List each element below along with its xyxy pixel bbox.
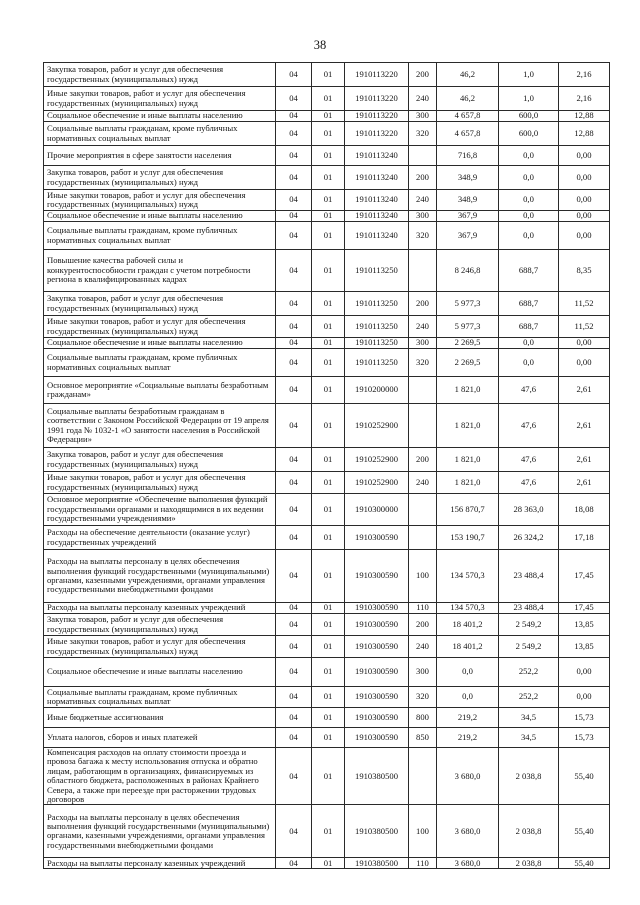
execution-percent: 11,52 bbox=[559, 316, 610, 338]
plan-amount: 367,9 bbox=[437, 211, 499, 222]
actual-amount: 688,7 bbox=[499, 250, 559, 292]
expense-type-code: 300 bbox=[409, 658, 437, 687]
chapter-code: 04 bbox=[276, 190, 312, 211]
target-article-code: 1910380500 bbox=[345, 748, 409, 805]
chapter-code: 04 bbox=[276, 550, 312, 603]
table-row bbox=[44, 728, 610, 748]
chapter-code: 04 bbox=[276, 805, 312, 858]
plan-amount: 348,9 bbox=[437, 190, 499, 211]
subsection-code: 01 bbox=[312, 87, 345, 111]
row-name: Закупка товаров, работ и услуг для обеспечения государственных (муниципальных) нужд bbox=[44, 448, 276, 472]
table-row bbox=[44, 111, 610, 122]
table-row bbox=[44, 377, 610, 404]
table-row bbox=[44, 63, 610, 87]
plan-amount: 219,2 bbox=[437, 728, 499, 748]
subsection-code: 01 bbox=[312, 166, 345, 190]
actual-amount: 600,0 bbox=[499, 111, 559, 122]
target-article-code: 1910113240 bbox=[345, 190, 409, 211]
plan-amount: 348,9 bbox=[437, 166, 499, 190]
plan-amount: 3 680,0 bbox=[437, 858, 499, 869]
plan-amount: 134 570,3 bbox=[437, 550, 499, 603]
target-article-code: 1910113220 bbox=[345, 87, 409, 111]
plan-amount: 3 680,0 bbox=[437, 748, 499, 805]
chapter-code: 04 bbox=[276, 146, 312, 166]
table-row bbox=[44, 166, 610, 190]
expense-type-code: 300 bbox=[409, 338, 437, 349]
expense-type-code: 200 bbox=[409, 166, 437, 190]
subsection-code: 01 bbox=[312, 526, 345, 550]
table-row bbox=[44, 636, 610, 658]
actual-amount: 23 488,4 bbox=[499, 603, 559, 614]
plan-amount: 716,8 bbox=[437, 146, 499, 166]
actual-amount: 26 324,2 bbox=[499, 526, 559, 550]
target-article-code: 1910300590 bbox=[345, 636, 409, 658]
plan-amount: 2 269,5 bbox=[437, 338, 499, 349]
actual-amount: 0,0 bbox=[499, 338, 559, 349]
target-article-code: 1910300590 bbox=[345, 728, 409, 748]
expense-type-code bbox=[409, 404, 437, 448]
row-name: Социальное обеспечение и иные выплаты населению bbox=[44, 111, 276, 122]
execution-percent: 17,18 bbox=[559, 526, 610, 550]
plan-amount: 18 401,2 bbox=[437, 636, 499, 658]
row-name: Социальные выплаты безработным гражданам в соответствии с Законом Российской Федерации от 19 апреля 1991 года № 1032-1 «О занятости населения в Российской Федерации» bbox=[44, 404, 276, 448]
chapter-code: 04 bbox=[276, 448, 312, 472]
plan-amount: 1 821,0 bbox=[437, 448, 499, 472]
table-row bbox=[44, 805, 610, 858]
table-row bbox=[44, 472, 610, 494]
execution-percent: 0,00 bbox=[559, 166, 610, 190]
plan-amount: 8 246,8 bbox=[437, 250, 499, 292]
expense-type-code: 320 bbox=[409, 687, 437, 708]
row-name: Социальные выплаты гражданам, кроме публичных нормативных социальных выплат bbox=[44, 122, 276, 146]
expense-type-code: 300 bbox=[409, 211, 437, 222]
plan-amount: 156 870,7 bbox=[437, 494, 499, 526]
row-name: Основное мероприятие «Социальные выплаты безработным гражданам» bbox=[44, 377, 276, 404]
actual-amount: 47,6 bbox=[499, 377, 559, 404]
chapter-code: 04 bbox=[276, 728, 312, 748]
expense-type-code: 200 bbox=[409, 614, 437, 636]
row-name: Социальное обеспечение и иные выплаты населению bbox=[44, 338, 276, 349]
target-article-code: 1910300590 bbox=[345, 603, 409, 614]
execution-percent: 0,00 bbox=[559, 146, 610, 166]
target-article-code: 1910300590 bbox=[345, 687, 409, 708]
plan-amount: 1 821,0 bbox=[437, 472, 499, 494]
execution-percent: 15,73 bbox=[559, 708, 610, 728]
expense-type-code bbox=[409, 146, 437, 166]
actual-amount: 252,2 bbox=[499, 658, 559, 687]
table-row bbox=[44, 708, 610, 728]
expense-type-code: 200 bbox=[409, 63, 437, 87]
subsection-code: 01 bbox=[312, 858, 345, 869]
plan-amount: 4 657,8 bbox=[437, 111, 499, 122]
page-number: 38 bbox=[313, 38, 327, 52]
execution-percent: 2,16 bbox=[559, 63, 610, 87]
target-article-code: 1910113250 bbox=[345, 292, 409, 316]
execution-percent: 12,88 bbox=[559, 122, 610, 146]
subsection-code: 01 bbox=[312, 448, 345, 472]
target-article-code: 1910113220 bbox=[345, 63, 409, 87]
table-row bbox=[44, 614, 610, 636]
table-row bbox=[44, 748, 610, 805]
chapter-code: 04 bbox=[276, 166, 312, 190]
row-name: Расходы на выплаты персоналу в целях обеспечения выполнения функций государственными (муниципальными) органами, казенными учреждениями, органами управления государственными внебюджетными фондами bbox=[44, 805, 276, 858]
expense-type-code: 320 bbox=[409, 222, 437, 250]
target-article-code: 1910113250 bbox=[345, 338, 409, 349]
subsection-code: 01 bbox=[312, 190, 345, 211]
plan-amount: 0,0 bbox=[437, 658, 499, 687]
target-article-code: 1910300590 bbox=[345, 614, 409, 636]
table-row bbox=[44, 316, 610, 338]
chapter-code: 04 bbox=[276, 708, 312, 728]
chapter-code: 04 bbox=[276, 472, 312, 494]
table-row bbox=[44, 448, 610, 472]
row-name: Социальные выплаты гражданам, кроме публичных нормативных социальных выплат bbox=[44, 222, 276, 250]
expense-type-code: 240 bbox=[409, 472, 437, 494]
actual-amount: 252,2 bbox=[499, 687, 559, 708]
table-row bbox=[44, 211, 610, 222]
chapter-code: 04 bbox=[276, 603, 312, 614]
expense-type-code: 100 bbox=[409, 805, 437, 858]
chapter-code: 04 bbox=[276, 377, 312, 404]
execution-percent: 55,40 bbox=[559, 748, 610, 805]
chapter-code: 04 bbox=[276, 658, 312, 687]
table-row bbox=[44, 292, 610, 316]
table-row bbox=[44, 550, 610, 603]
execution-percent: 8,35 bbox=[559, 250, 610, 292]
row-name: Повышение качества рабочей силы и конкурентоспособности граждан с учетом потребности региона в квалифицированных кадрах bbox=[44, 250, 276, 292]
expense-type-code bbox=[409, 250, 437, 292]
execution-percent: 13,85 bbox=[559, 614, 610, 636]
table-row bbox=[44, 122, 610, 146]
execution-percent: 2,61 bbox=[559, 472, 610, 494]
chapter-code: 04 bbox=[276, 614, 312, 636]
execution-percent: 0,00 bbox=[559, 658, 610, 687]
target-article-code: 1910113240 bbox=[345, 222, 409, 250]
actual-amount: 688,7 bbox=[499, 316, 559, 338]
plan-amount: 3 680,0 bbox=[437, 805, 499, 858]
target-article-code: 1910113240 bbox=[345, 166, 409, 190]
expense-type-code: 800 bbox=[409, 708, 437, 728]
expense-type-code: 240 bbox=[409, 316, 437, 338]
row-name: Расходы на выплаты персоналу в целях обеспечения выполнения функций государственными (муниципальными) органами, казенными учреждениями, органами управления государственными внебюджетными фондами bbox=[44, 550, 276, 603]
target-article-code: 1910300590 bbox=[345, 526, 409, 550]
plan-amount: 134 570,3 bbox=[437, 603, 499, 614]
execution-percent: 18,08 bbox=[559, 494, 610, 526]
chapter-code: 04 bbox=[276, 292, 312, 316]
actual-amount: 47,6 bbox=[499, 448, 559, 472]
execution-percent: 0,00 bbox=[559, 349, 610, 377]
chapter-code: 04 bbox=[276, 636, 312, 658]
actual-amount: 2 549,2 bbox=[499, 614, 559, 636]
table-row bbox=[44, 603, 610, 614]
actual-amount: 47,6 bbox=[499, 404, 559, 448]
subsection-code: 01 bbox=[312, 603, 345, 614]
table-row bbox=[44, 250, 610, 292]
plan-amount: 367,9 bbox=[437, 222, 499, 250]
row-name: Расходы на обеспечение деятельности (оказание услуг) государственных учреждений bbox=[44, 526, 276, 550]
actual-amount: 0,0 bbox=[499, 190, 559, 211]
actual-amount: 0,0 bbox=[499, 211, 559, 222]
actual-amount: 34,5 bbox=[499, 708, 559, 728]
row-name: Закупка товаров, работ и услуг для обеспечения государственных (муниципальных) нужд bbox=[44, 292, 276, 316]
row-name: Социальные выплаты гражданам, кроме публичных нормативных социальных выплат bbox=[44, 349, 276, 377]
target-article-code: 1910113250 bbox=[345, 250, 409, 292]
execution-percent: 17,45 bbox=[559, 603, 610, 614]
execution-percent: 15,73 bbox=[559, 728, 610, 748]
target-article-code: 1910300590 bbox=[345, 708, 409, 728]
subsection-code: 01 bbox=[312, 222, 345, 250]
execution-percent: 11,52 bbox=[559, 292, 610, 316]
expense-type-code: 100 bbox=[409, 550, 437, 603]
row-name: Закупка товаров, работ и услуг для обеспечения государственных (муниципальных) нужд bbox=[44, 614, 276, 636]
actual-amount: 0,0 bbox=[499, 222, 559, 250]
plan-amount: 5 977,3 bbox=[437, 292, 499, 316]
target-article-code: 1910113240 bbox=[345, 211, 409, 222]
execution-percent: 13,85 bbox=[559, 636, 610, 658]
chapter-code: 04 bbox=[276, 316, 312, 338]
subsection-code: 01 bbox=[312, 63, 345, 87]
subsection-code: 01 bbox=[312, 292, 345, 316]
target-article-code: 1910300590 bbox=[345, 658, 409, 687]
expense-type-code: 850 bbox=[409, 728, 437, 748]
table-row bbox=[44, 222, 610, 250]
chapter-code: 04 bbox=[276, 349, 312, 377]
execution-percent: 0,00 bbox=[559, 222, 610, 250]
actual-amount: 47,6 bbox=[499, 472, 559, 494]
subsection-code: 01 bbox=[312, 122, 345, 146]
subsection-code: 01 bbox=[312, 404, 345, 448]
execution-percent: 17,45 bbox=[559, 550, 610, 603]
row-name: Расходы на выплаты персоналу казенных учреждений bbox=[44, 858, 276, 869]
execution-percent: 0,00 bbox=[559, 211, 610, 222]
row-name: Иные закупки товаров, работ и услуг для обеспечения государственных (муниципальных) нужд bbox=[44, 636, 276, 658]
actual-amount: 0,0 bbox=[499, 146, 559, 166]
target-article-code: 1910252900 bbox=[345, 404, 409, 448]
expense-type-code: 320 bbox=[409, 122, 437, 146]
expense-type-code bbox=[409, 377, 437, 404]
subsection-code: 01 bbox=[312, 614, 345, 636]
target-article-code: 1910252900 bbox=[345, 472, 409, 494]
execution-percent: 55,40 bbox=[559, 805, 610, 858]
row-name: Закупка товаров, работ и услуг для обеспечения государственных (муниципальных) нужд bbox=[44, 63, 276, 87]
subsection-code: 01 bbox=[312, 708, 345, 728]
subsection-code: 01 bbox=[312, 728, 345, 748]
target-article-code: 1910113250 bbox=[345, 316, 409, 338]
table-row bbox=[44, 190, 610, 211]
target-article-code: 1910200000 bbox=[345, 377, 409, 404]
actual-amount: 2 038,8 bbox=[499, 748, 559, 805]
table-body bbox=[44, 63, 610, 869]
plan-amount: 46,2 bbox=[437, 87, 499, 111]
plan-amount: 153 190,7 bbox=[437, 526, 499, 550]
row-name: Иные бюджетные ассигнования bbox=[44, 708, 276, 728]
actual-amount: 0,0 bbox=[499, 349, 559, 377]
row-name: Социальное обеспечение и иные выплаты населению bbox=[44, 658, 276, 687]
actual-amount: 23 488,4 bbox=[499, 550, 559, 603]
target-article-code: 1910113240 bbox=[345, 146, 409, 166]
row-name: Прочие мероприятия в сфере занятости населения bbox=[44, 146, 276, 166]
execution-percent: 12,88 bbox=[559, 111, 610, 122]
target-article-code: 1910300000 bbox=[345, 494, 409, 526]
table-row bbox=[44, 658, 610, 687]
plan-amount: 1 821,0 bbox=[437, 377, 499, 404]
plan-amount: 4 657,8 bbox=[437, 122, 499, 146]
row-name: Социальное обеспечение и иные выплаты населению bbox=[44, 211, 276, 222]
table-row bbox=[44, 404, 610, 448]
subsection-code: 01 bbox=[312, 805, 345, 858]
expense-type-code: 320 bbox=[409, 349, 437, 377]
row-name: Иные закупки товаров, работ и услуг для обеспечения государственных (муниципальных) нужд bbox=[44, 190, 276, 211]
expense-type-code: 300 bbox=[409, 111, 437, 122]
expense-type-code bbox=[409, 748, 437, 805]
expense-type-code: 110 bbox=[409, 603, 437, 614]
chapter-code: 04 bbox=[276, 250, 312, 292]
subsection-code: 01 bbox=[312, 472, 345, 494]
subsection-code: 01 bbox=[312, 748, 345, 805]
table-row bbox=[44, 87, 610, 111]
chapter-code: 04 bbox=[276, 338, 312, 349]
actual-amount: 1,0 bbox=[499, 87, 559, 111]
table-row bbox=[44, 349, 610, 377]
table-row bbox=[44, 338, 610, 349]
chapter-code: 04 bbox=[276, 404, 312, 448]
row-name: Иные закупки товаров, работ и услуг для обеспечения государственных (муниципальных) нужд bbox=[44, 472, 276, 494]
target-article-code: 1910113220 bbox=[345, 122, 409, 146]
target-article-code: 1910113220 bbox=[345, 111, 409, 122]
actual-amount: 600,0 bbox=[499, 122, 559, 146]
execution-percent: 0,00 bbox=[559, 338, 610, 349]
execution-percent: 55,40 bbox=[559, 858, 610, 869]
plan-amount: 1 821,0 bbox=[437, 404, 499, 448]
chapter-code: 04 bbox=[276, 748, 312, 805]
expense-type-code bbox=[409, 494, 437, 526]
subsection-code: 01 bbox=[312, 377, 345, 404]
plan-amount: 0,0 bbox=[437, 687, 499, 708]
subsection-code: 01 bbox=[312, 687, 345, 708]
budget-table bbox=[43, 62, 610, 869]
chapter-code: 04 bbox=[276, 211, 312, 222]
target-article-code: 1910380500 bbox=[345, 805, 409, 858]
actual-amount: 2 038,8 bbox=[499, 858, 559, 869]
execution-percent: 2,61 bbox=[559, 448, 610, 472]
subsection-code: 01 bbox=[312, 316, 345, 338]
actual-amount: 28 363,0 bbox=[499, 494, 559, 526]
target-article-code: 1910300590 bbox=[345, 550, 409, 603]
table-row bbox=[44, 494, 610, 526]
chapter-code: 04 bbox=[276, 687, 312, 708]
subsection-code: 01 bbox=[312, 658, 345, 687]
plan-amount: 18 401,2 bbox=[437, 614, 499, 636]
actual-amount: 688,7 bbox=[499, 292, 559, 316]
execution-percent: 0,00 bbox=[559, 687, 610, 708]
table-row bbox=[44, 146, 610, 166]
execution-percent: 2,16 bbox=[559, 87, 610, 111]
plan-amount: 2 269,5 bbox=[437, 349, 499, 377]
target-article-code: 1910380500 bbox=[345, 858, 409, 869]
chapter-code: 04 bbox=[276, 494, 312, 526]
subsection-code: 01 bbox=[312, 211, 345, 222]
row-name: Компенсация расходов на оплату стоимости проезда и провоза багажа к месту использования отпуска и обратно лицам, работающим в организациях, финансируемых из областного бюджета, расположенных в районах Крайнего Севера, а также при переезде при расторжении трудовых договоров bbox=[44, 748, 276, 805]
row-name: Иные закупки товаров, работ и услуг для обеспечения государственных (муниципальных) нужд bbox=[44, 87, 276, 111]
target-article-code: 1910113250 bbox=[345, 349, 409, 377]
subsection-code: 01 bbox=[312, 349, 345, 377]
subsection-code: 01 bbox=[312, 111, 345, 122]
chapter-code: 04 bbox=[276, 111, 312, 122]
execution-percent: 2,61 bbox=[559, 404, 610, 448]
target-article-code: 1910252900 bbox=[345, 448, 409, 472]
subsection-code: 01 bbox=[312, 550, 345, 603]
execution-percent: 2,61 bbox=[559, 377, 610, 404]
row-name: Расходы на выплаты персоналу казенных учреждений bbox=[44, 603, 276, 614]
chapter-code: 04 bbox=[276, 122, 312, 146]
row-name: Социальные выплаты гражданам, кроме публичных нормативных социальных выплат bbox=[44, 687, 276, 708]
expense-type-code: 240 bbox=[409, 636, 437, 658]
chapter-code: 04 bbox=[276, 858, 312, 869]
expense-type-code: 240 bbox=[409, 87, 437, 111]
execution-percent: 0,00 bbox=[559, 190, 610, 211]
actual-amount: 0,0 bbox=[499, 166, 559, 190]
expense-type-code: 110 bbox=[409, 858, 437, 869]
row-name: Уплата налогов, сборов и иных платежей bbox=[44, 728, 276, 748]
subsection-code: 01 bbox=[312, 636, 345, 658]
chapter-code: 04 bbox=[276, 526, 312, 550]
chapter-code: 04 bbox=[276, 63, 312, 87]
expense-type-code: 240 bbox=[409, 190, 437, 211]
table-row bbox=[44, 526, 610, 550]
plan-amount: 46,2 bbox=[437, 63, 499, 87]
actual-amount: 34,5 bbox=[499, 728, 559, 748]
row-name: Основное мероприятие «Обеспечение выполнения функций государственными органами и находящимися в их ведении государственными учреждениями» bbox=[44, 494, 276, 526]
expense-type-code bbox=[409, 526, 437, 550]
subsection-code: 01 bbox=[312, 250, 345, 292]
plan-amount: 5 977,3 bbox=[437, 316, 499, 338]
subsection-code: 01 bbox=[312, 494, 345, 526]
table-row bbox=[44, 858, 610, 869]
expense-type-code: 200 bbox=[409, 292, 437, 316]
row-name: Закупка товаров, работ и услуг для обеспечения государственных (муниципальных) нужд bbox=[44, 166, 276, 190]
table-row bbox=[44, 687, 610, 708]
expense-type-code: 200 bbox=[409, 448, 437, 472]
actual-amount: 2 549,2 bbox=[499, 636, 559, 658]
row-name: Иные закупки товаров, работ и услуг для обеспечения государственных (муниципальных) нужд bbox=[44, 316, 276, 338]
chapter-code: 04 bbox=[276, 222, 312, 250]
actual-amount: 2 038,8 bbox=[499, 805, 559, 858]
plan-amount: 219,2 bbox=[437, 708, 499, 728]
subsection-code: 01 bbox=[312, 338, 345, 349]
chapter-code: 04 bbox=[276, 87, 312, 111]
subsection-code: 01 bbox=[312, 146, 345, 166]
actual-amount: 1,0 bbox=[499, 63, 559, 87]
